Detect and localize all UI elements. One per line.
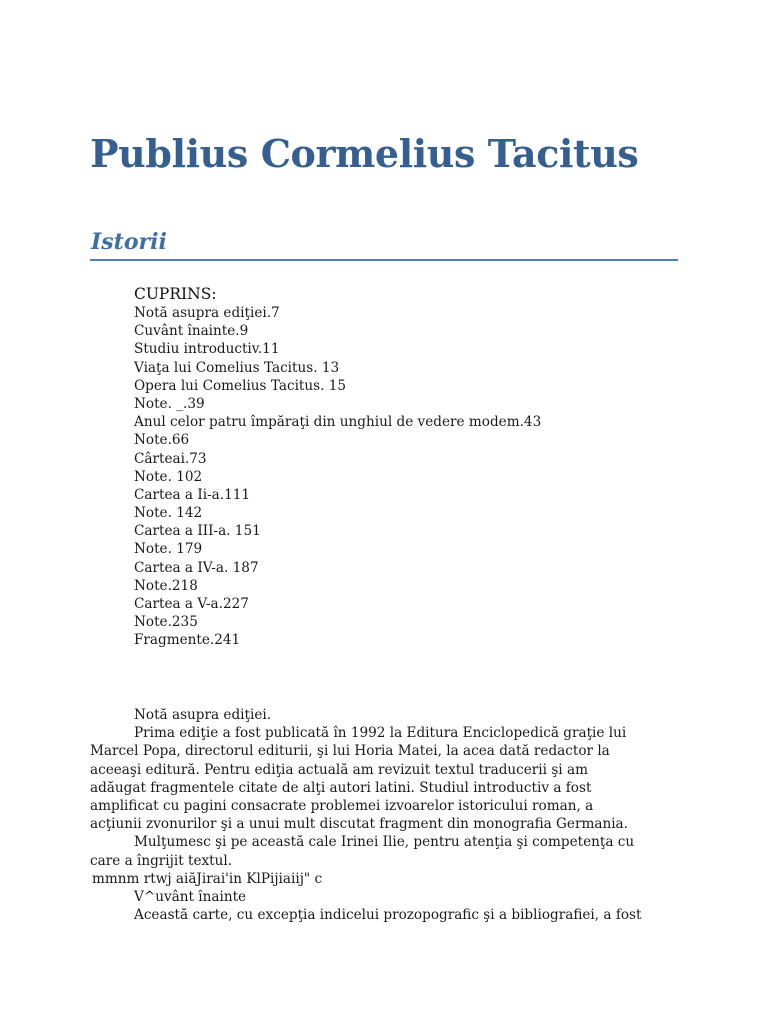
- paragraph-line: Prima ediţie a fost publicată în 1992 la Editura Enciclopedică graţie lui: [134, 725, 627, 742]
- paragraph-line: Marcel Popa, directorul editurii, şi lui Horia Matei, la acea dată redactor la: [90, 743, 610, 760]
- paragraph-line: Mulţumesc şi pe această cale Irinei Ilie, pentru atenţia şi competenţa cu: [134, 834, 635, 851]
- toc-entry: Viaţa lui Comelius Tacitus. 13: [134, 359, 340, 376]
- toc-heading: CUPRINS:: [134, 285, 217, 303]
- toc-entry: Cârteai.73: [134, 450, 207, 467]
- toc-entry: Note. 102: [134, 468, 203, 485]
- toc-entry: Cartea a III-a. 151: [134, 523, 261, 540]
- toc-entry: Studiu introductiv.11: [134, 341, 280, 358]
- toc-entry: Note.66: [134, 432, 190, 449]
- paragraph-line: care a îngrijit textul.: [90, 852, 233, 869]
- toc-entry: Anul celor patru împăraţi din unghiul de vedere modem.43: [134, 414, 542, 431]
- toc-entry: Fragmente.241: [134, 632, 241, 649]
- toc-entry: Note.235: [134, 614, 198, 631]
- heading-divider: [90, 259, 678, 261]
- toc-entry: Note. _.39: [134, 395, 205, 412]
- table-of-contents: [134, 304, 541, 650]
- section-heading-nota: Notă asupra ediţiei.: [134, 707, 272, 723]
- document-title: Publius Cormelius Tacitus: [90, 131, 639, 176]
- toc-entry: Cartea a IV-a. 187: [134, 559, 259, 576]
- toc-entry: Cartea a V-a.227: [134, 596, 249, 612]
- toc-entry: Cuvânt înainte.9: [134, 323, 249, 340]
- toc-entry: Notă asupra ediţiei.7: [134, 305, 280, 321]
- toc-entry: Note. 142: [134, 505, 203, 522]
- document-subtitle: Istorii: [91, 229, 167, 255]
- section-heading-cuvant: V^uvânt înainte: [134, 888, 247, 905]
- ocr-artifact-line: mmnm rtwj aiăJirai'in KlPijiaiij" c: [92, 870, 323, 887]
- toc-entry: Cartea a Ii-a.111: [134, 486, 251, 503]
- toc-entry: Note.218: [134, 577, 198, 594]
- toc-entry: Note. 179: [134, 541, 203, 558]
- paragraph-line: aceeaşi editură. Pentru ediţia actuală am revizuit textul traducerii şi am: [90, 761, 588, 778]
- paragraph-line: acţiunii zvonurilor şi a unui mult discutat fragment din monografia Germania.: [90, 816, 628, 833]
- paragraph-line: amplificat cu pagini consacrate problemei izvoarelor istoricului roman, a: [90, 797, 594, 814]
- paragraph-line: adăugat fragmentele citate de alţi autori latini. Studiul introductiv a fost: [90, 779, 592, 796]
- toc-entry: Opera lui Comelius Tacitus. 15: [134, 377, 347, 394]
- body-text: [90, 706, 680, 924]
- paragraph-line: Această carte, cu excepţia indicelui prozopografic şi a bibliografiei, a fost: [134, 907, 642, 924]
